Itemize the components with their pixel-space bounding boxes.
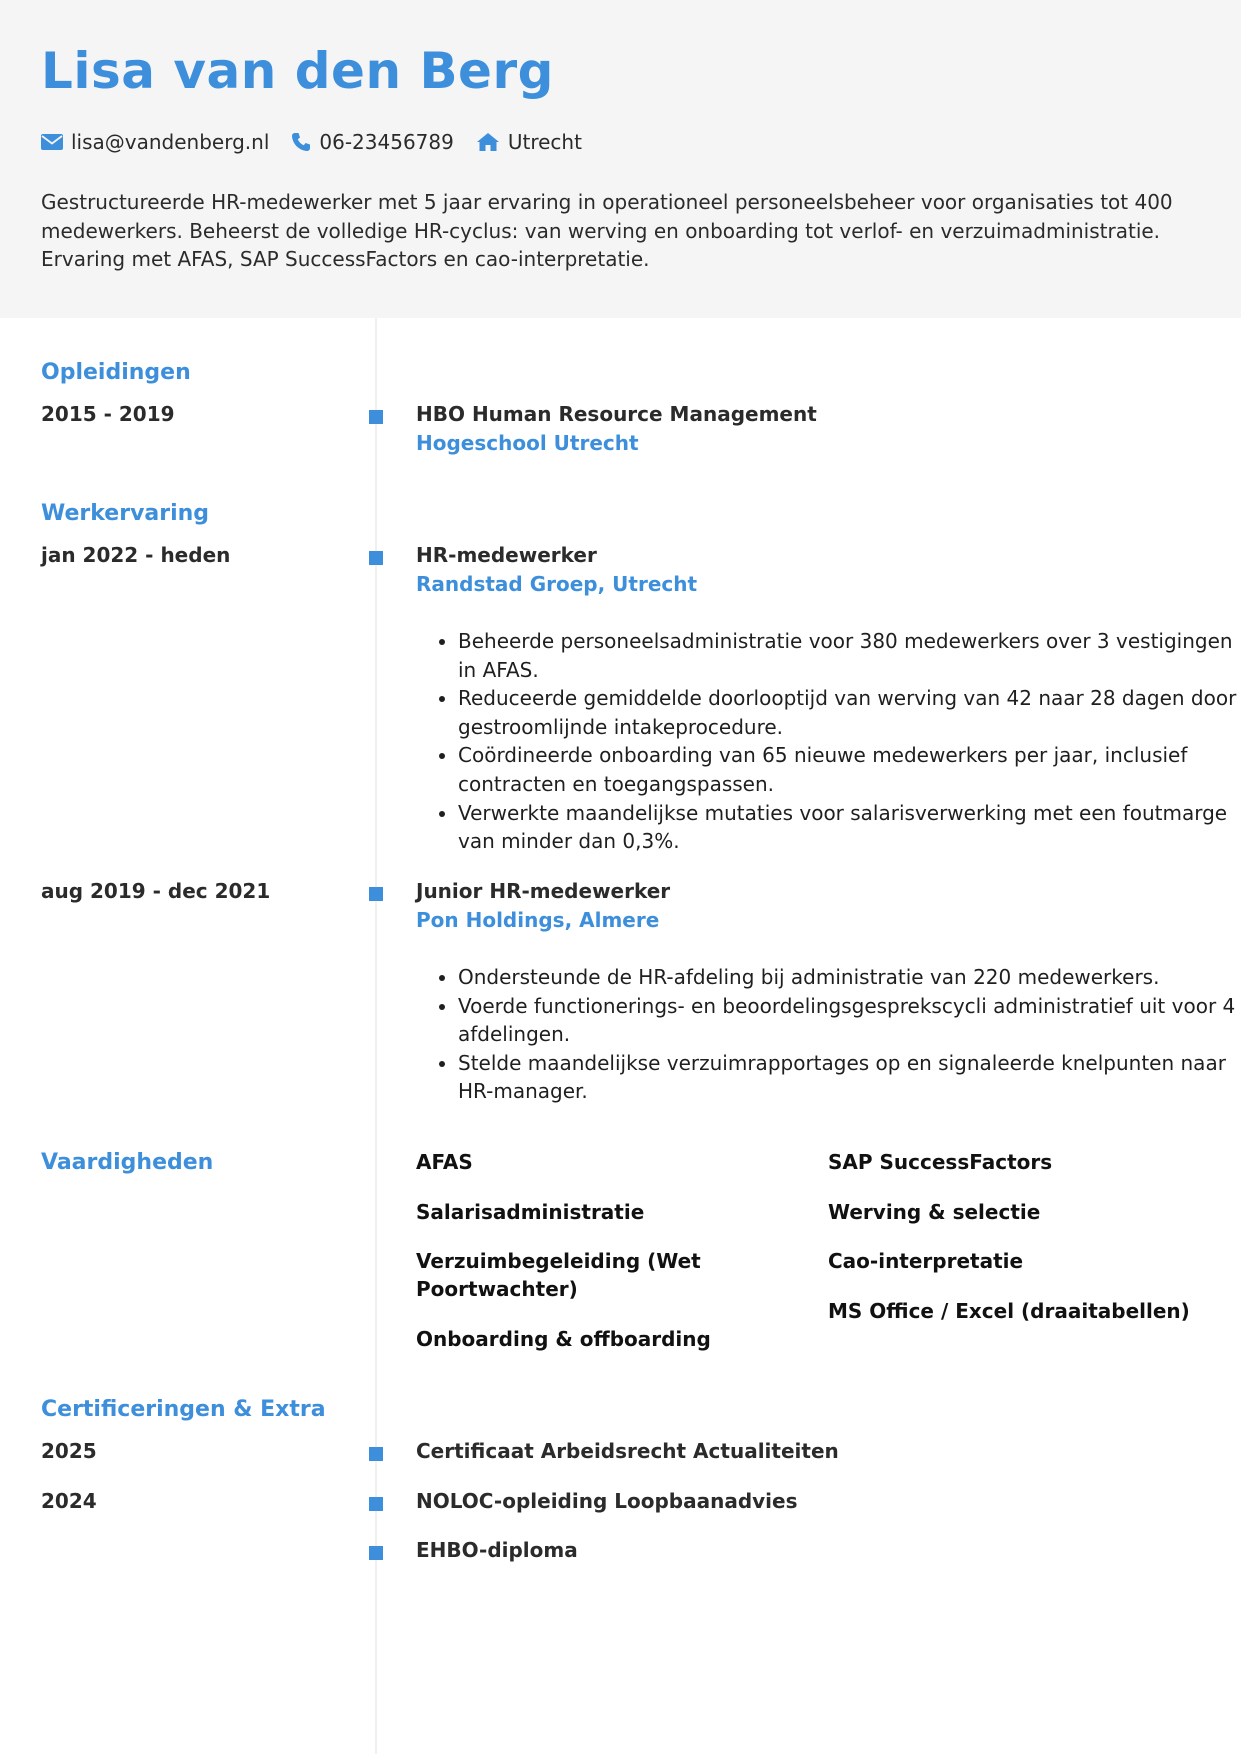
education-institution: Hogeschool Utrecht bbox=[416, 431, 639, 455]
contact-email[interactable] bbox=[41, 130, 269, 154]
skill-item: Werving & selectie bbox=[828, 1200, 1041, 1224]
skill-item: Onboarding & offboarding bbox=[416, 1327, 711, 1351]
section-title-experience: Werkervaring bbox=[41, 501, 210, 526]
phone-text: 06-23456789 bbox=[319, 130, 454, 154]
contact-city bbox=[476, 130, 582, 154]
job-achievements bbox=[416, 627, 1238, 856]
timeline-line bbox=[375, 318, 377, 1754]
skill-item: Verzuimbegeleiding (Wet Poortwachter) bbox=[416, 1249, 701, 1301]
section-title-certifications: Certificeringen & Extra bbox=[41, 1397, 326, 1422]
section-title-skills: Vaardigheden bbox=[41, 1150, 214, 1175]
certification-date: 2025 bbox=[41, 1439, 97, 1463]
home-icon bbox=[476, 132, 500, 152]
timeline-marker bbox=[369, 410, 383, 424]
certification-date: 2024 bbox=[41, 1489, 97, 1513]
email-text: lisa@vandenberg.nl bbox=[71, 130, 270, 154]
job-company: Randstad Groep, Utrecht bbox=[416, 572, 698, 596]
job-company: Pon Holdings, Almere bbox=[416, 908, 660, 932]
skill-item: AFAS bbox=[416, 1150, 473, 1174]
job-title: HR-medewerker bbox=[416, 543, 597, 567]
list-item: • Coördineerde onboarding van 65 nieuwe medewerkers per jaar, inclusief contracten en toegangspassen. bbox=[458, 741, 1238, 798]
skill-item: SAP SuccessFactors bbox=[828, 1150, 1053, 1174]
list-item: • Stelde maandelijkse verzuimrapportages op en signaleerde knelpunten naar HR-manager. bbox=[458, 1049, 1238, 1106]
skill-item: MS Office / Excel (draaitabellen) bbox=[828, 1299, 1190, 1323]
timeline-marker bbox=[369, 551, 383, 565]
profile-summary: Gestructureerde HR-medewerker met 5 jaar ervaring in operationeel personeelsbeheer voor organisaties tot 400 medewerkers. Beheerst de volledige HR-cyclus: van werving en onboarding tot verlof- en verzuimadministratie. Ervaring met AFAS, SAP SuccessFactors en cao-interpretatie. bbox=[41, 190, 1173, 271]
skill-item: Salarisadministratie bbox=[416, 1200, 645, 1224]
list-item: • Beheerde personeelsadministratie voor 380 medewerkers over 3 vestigingen in AFAS. bbox=[458, 627, 1238, 684]
list-item: • Ondersteunde de HR-afdeling bij administratie van 220 medewerkers. bbox=[458, 963, 1238, 992]
city-text: Utrecht bbox=[507, 130, 582, 154]
job-title: Junior HR-medewerker bbox=[416, 879, 671, 903]
timeline-marker bbox=[369, 1447, 383, 1461]
education-title: HBO Human Resource Management bbox=[416, 402, 817, 426]
envelope-icon bbox=[41, 134, 63, 150]
job-achievements bbox=[416, 963, 1238, 1106]
job-date: jan 2022 - heden bbox=[41, 543, 231, 567]
timeline-marker bbox=[369, 1546, 383, 1560]
job-date: aug 2019 - dec 2021 bbox=[41, 879, 271, 903]
certification-title: NOLOC-opleiding Loopbaanadvies bbox=[416, 1489, 798, 1513]
list-item: • Voerde functionerings- en beoordelingsgesprekscycli administratief uit voor 4 afdelingen. bbox=[458, 992, 1238, 1049]
contact-bar bbox=[41, 128, 604, 156]
list-item: • Reduceerde gemiddelde doorlooptijd van werving van 42 naar 28 dagen door gestroomlijnde intakeprocedure. bbox=[458, 684, 1238, 741]
certification-title: EHBO-diploma bbox=[416, 1538, 578, 1562]
certification-title: Certificaat Arbeidsrecht Actualiteiten bbox=[416, 1439, 839, 1463]
skill-item: Cao-interpretatie bbox=[828, 1249, 1024, 1273]
list-item: • Verwerkte maandelijkse mutaties voor salarisverwerking met een foutmarge van minder dan 0,3%. bbox=[458, 799, 1238, 856]
contact-phone[interactable] bbox=[291, 130, 453, 154]
candidate-name: Lisa van den Berg bbox=[41, 42, 554, 100]
section-title-education: Opleidingen bbox=[41, 360, 191, 385]
phone-icon bbox=[291, 132, 311, 152]
header bbox=[0, 0, 1241, 318]
education-date: 2015 - 2019 bbox=[41, 402, 175, 426]
timeline-marker bbox=[369, 887, 383, 901]
timeline-marker bbox=[369, 1497, 383, 1511]
